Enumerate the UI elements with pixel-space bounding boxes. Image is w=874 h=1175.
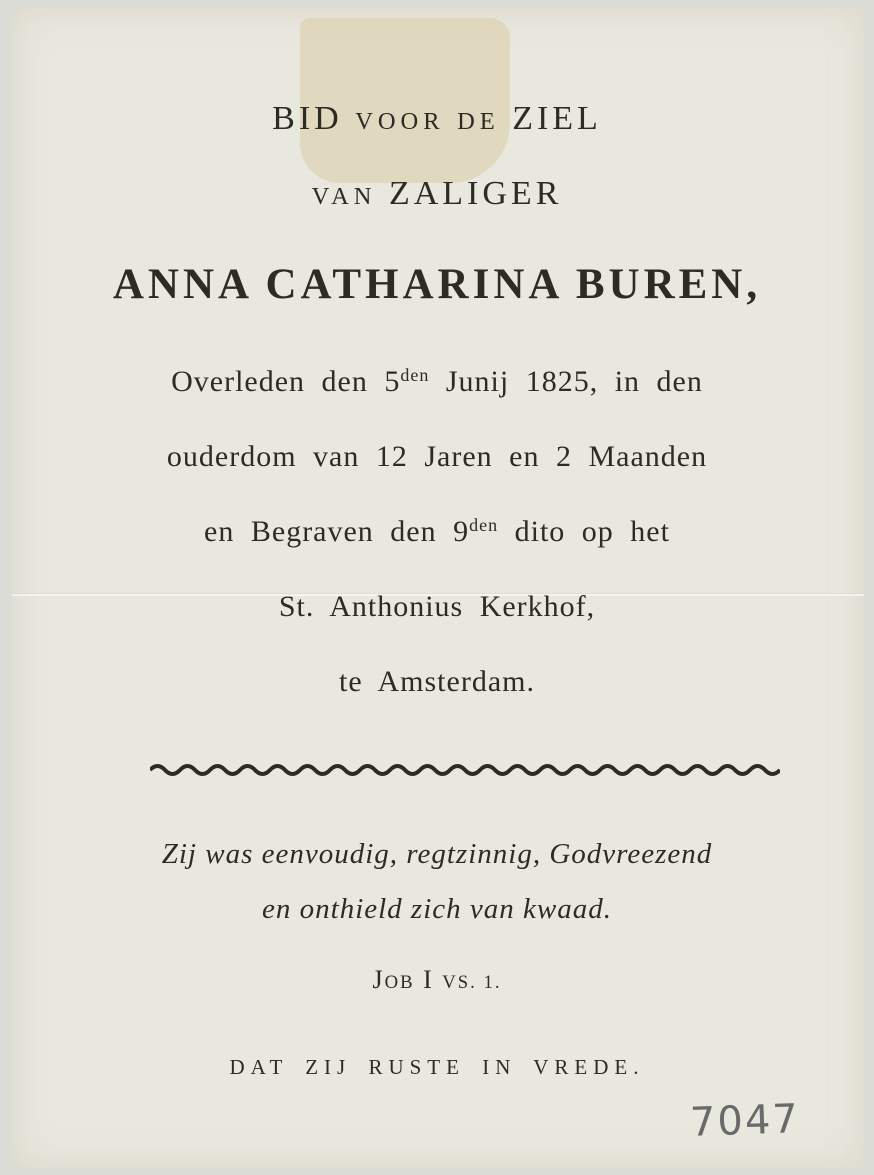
scripture-quote-line-2: en onthield zich van kwaad. [262, 893, 612, 925]
burial-text: en Begraven den 9 [204, 515, 470, 548]
citation-rest: OB [384, 972, 415, 993]
heading-line-2 [0, 175, 874, 213]
heading-word-zaliger: ZALIGER [388, 175, 563, 212]
ornamental-rule [150, 760, 780, 780]
burial-line [0, 515, 874, 549]
heading-word-ziel: ZIEL [512, 100, 602, 137]
burial-rest: dito op het [498, 515, 670, 548]
age-line: ouderdom van 12 Jaren en 2 Maanden [166, 440, 708, 473]
death-date-text: Overleden den 5 [171, 365, 401, 398]
heading-word-de: DE [457, 108, 500, 135]
death-date-line [0, 365, 874, 399]
deceased-name: ANNA CATHARINA BUREN, [112, 261, 762, 308]
burial-sup: den [469, 515, 499, 536]
heading-word-bid: BID [272, 100, 343, 137]
heading-line-1 [0, 100, 874, 138]
cemetery-line: St. Anthonius Kerkhof, [278, 590, 596, 623]
heading-word-voor: VOOR [355, 108, 445, 135]
citation-verse: VS. 1. [442, 972, 502, 993]
death-date-sup: den [400, 365, 430, 386]
citation-initial: J [372, 965, 385, 994]
closing-prayer: DAT ZIJ RUSTE IN VREDE. [229, 1055, 645, 1079]
catalog-number: 7047 [689, 1096, 801, 1146]
scripture-quote-line-1: Zij was eenvoudig, regtzinnig, Godvreezend [161, 838, 713, 870]
death-date-rest: Junij 1825, in den [429, 365, 703, 398]
city-line: te Amsterdam. [339, 665, 535, 698]
scripture-citation [0, 965, 874, 995]
citation-chapter: I [423, 965, 434, 994]
heading-word-van: VAN [311, 183, 377, 210]
